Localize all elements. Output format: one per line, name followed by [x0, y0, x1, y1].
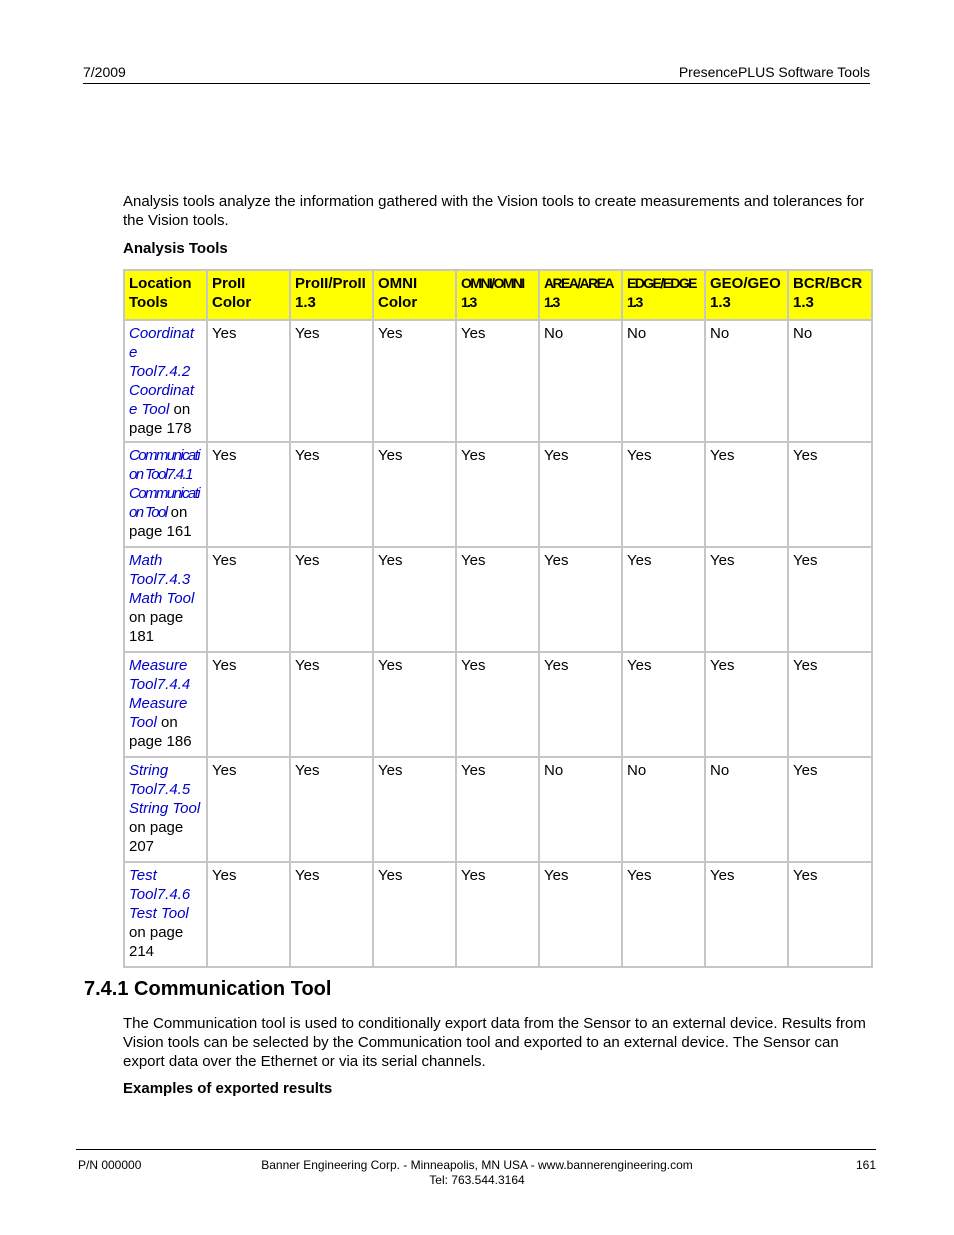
tool-link[interactable]: Communication Tool [129, 447, 199, 483]
section-link[interactable]: 7.4.6 Test Tool [129, 886, 191, 922]
tool-link[interactable]: Measure Tool [129, 657, 188, 693]
table-cell: Yes [290, 320, 373, 442]
location-tool-cell [124, 320, 207, 442]
table-cell: Yes [290, 442, 373, 547]
tool-link[interactable]: Test Tool [129, 867, 157, 903]
table-cell: Yes [539, 442, 622, 547]
tool-link[interactable]: Coordinate Tool [129, 325, 195, 380]
location-tool-cell [124, 442, 207, 547]
table-cell: Yes [622, 862, 705, 967]
location-tool-cell [124, 757, 207, 862]
table-cell: No [622, 757, 705, 862]
table-cell: Yes [705, 442, 788, 547]
table-cell: No [705, 320, 788, 442]
page-ref: on page 181 [129, 609, 184, 645]
table-row [124, 547, 872, 652]
table-cell: Yes [788, 757, 872, 862]
analysis-tools-table [123, 269, 873, 968]
page-ref: on page 214 [129, 924, 184, 960]
table-cell: Yes [788, 652, 872, 757]
intro-paragraph: Analysis tools analyze the information gathered with the Vision tools to create measurements and tolerances for the Vision tools. [123, 193, 864, 229]
col-header-geo-13: GEO/GEO 1.3 [705, 270, 788, 320]
table-cell: Yes [456, 652, 539, 757]
table-row [124, 757, 872, 862]
page-ref: on page 161 [129, 504, 192, 540]
tool-link[interactable]: String Tool [129, 762, 169, 798]
footer-tel: Tel: 763.544.3164 [429, 1173, 525, 1187]
section-subheading: Examples of exported results [123, 1080, 333, 1097]
table-cell: Yes [705, 862, 788, 967]
header-title: PresencePLUS Software Tools [678, 64, 870, 80]
location-tool-cell [124, 547, 207, 652]
header-date: 7/2009 [83, 64, 126, 80]
section-link[interactable]: 7.4.1 Communication Tool [129, 466, 199, 521]
footer-part-number: P/N 000000 [78, 1158, 142, 1172]
table-header-row [124, 270, 872, 320]
table-cell: Yes [373, 757, 456, 862]
col-header-proii-13: ProII/ProII 1.3 [290, 270, 373, 320]
table-cell: Yes [622, 652, 705, 757]
table-cell: Yes [622, 442, 705, 547]
col-header-omni-13: OMNI/OMNI 1.3 [456, 270, 539, 320]
table-cell: No [539, 757, 622, 862]
section-body: The Communication tool is used to conditionally export data from the Sensor to an external device. Results from Vision tools can be selected by the Communication tool and exported to an external device. The Sensor can export data over the Ethernet or via its serial channels. [123, 1015, 866, 1070]
table-cell: Yes [290, 547, 373, 652]
table-cell: Yes [207, 442, 290, 547]
table-cell: Yes [373, 862, 456, 967]
table-cell: Yes [705, 547, 788, 652]
table-cell: Yes [788, 547, 872, 652]
footer-center [0, 1158, 954, 1188]
table-cell: Yes [788, 862, 872, 967]
col-header-location-tools: Location Tools [124, 270, 207, 320]
section-link[interactable]: 7.4.2 Coordinate Tool [129, 363, 195, 418]
footer-page-number: 161 [855, 1158, 876, 1172]
table-cell: Yes [539, 652, 622, 757]
section-link[interactable]: 7.4.5 String Tool [129, 781, 201, 817]
col-header-proii-color: ProII Color [207, 270, 290, 320]
table-cell: Yes [456, 320, 539, 442]
table-cell: Yes [207, 547, 290, 652]
table-cell: Yes [207, 862, 290, 967]
table-cell: Yes [373, 320, 456, 442]
col-header-omni-color: OMNI Color [373, 270, 456, 320]
col-header-area-13: AREA/AREA 1.3 [539, 270, 622, 320]
col-header-bcr-13: BCR/BCR 1.3 [788, 270, 872, 320]
table-cell: Yes [456, 862, 539, 967]
location-tool-cell [124, 652, 207, 757]
location-tool-cell [124, 862, 207, 967]
table-cell: Yes [788, 442, 872, 547]
table-cell: Yes [622, 547, 705, 652]
table-row [124, 652, 872, 757]
page-ref: on page 207 [129, 819, 184, 855]
page-ref: on page 186 [129, 714, 192, 750]
table-cell: Yes [373, 652, 456, 757]
table-cell: Yes [290, 652, 373, 757]
section-title: 7.4.1 Communication Tool [84, 978, 332, 1000]
table-cell: Yes [456, 442, 539, 547]
table-cell: Yes [539, 862, 622, 967]
table-cell: Yes [290, 757, 373, 862]
table-row [124, 442, 872, 547]
table-cell: Yes [456, 547, 539, 652]
table-cell: Yes [456, 757, 539, 862]
table-cell: Yes [373, 442, 456, 547]
section-link[interactable]: 7.4.3 Math Tool [129, 571, 195, 607]
table-cell: Yes [207, 652, 290, 757]
page-ref: on page 178 [129, 401, 192, 437]
footer-rule [76, 1149, 876, 1150]
table-cell: Yes [539, 547, 622, 652]
table-row [124, 320, 872, 442]
header-rule [83, 83, 870, 84]
table-cell: Yes [373, 547, 456, 652]
table-cell: Yes [290, 862, 373, 967]
table-cell: No [705, 757, 788, 862]
table-cell: No [622, 320, 705, 442]
tool-link[interactable]: Math Tool [129, 552, 163, 588]
table-cell: No [788, 320, 872, 442]
col-header-edge-13: EDGE/EDGE 1.3 [622, 270, 705, 320]
table-cell: Yes [705, 652, 788, 757]
table-caption: Analysis Tools [123, 240, 228, 257]
table-cell: Yes [207, 757, 290, 862]
footer-company: Banner Engineering Corp. - Minneapolis, MN USA - www.bannerengineering.com [261, 1158, 693, 1172]
table-cell: Yes [207, 320, 290, 442]
table-cell: No [539, 320, 622, 442]
section-link[interactable]: 7.4.4 Measure Tool [129, 676, 191, 731]
table-row [124, 862, 872, 967]
